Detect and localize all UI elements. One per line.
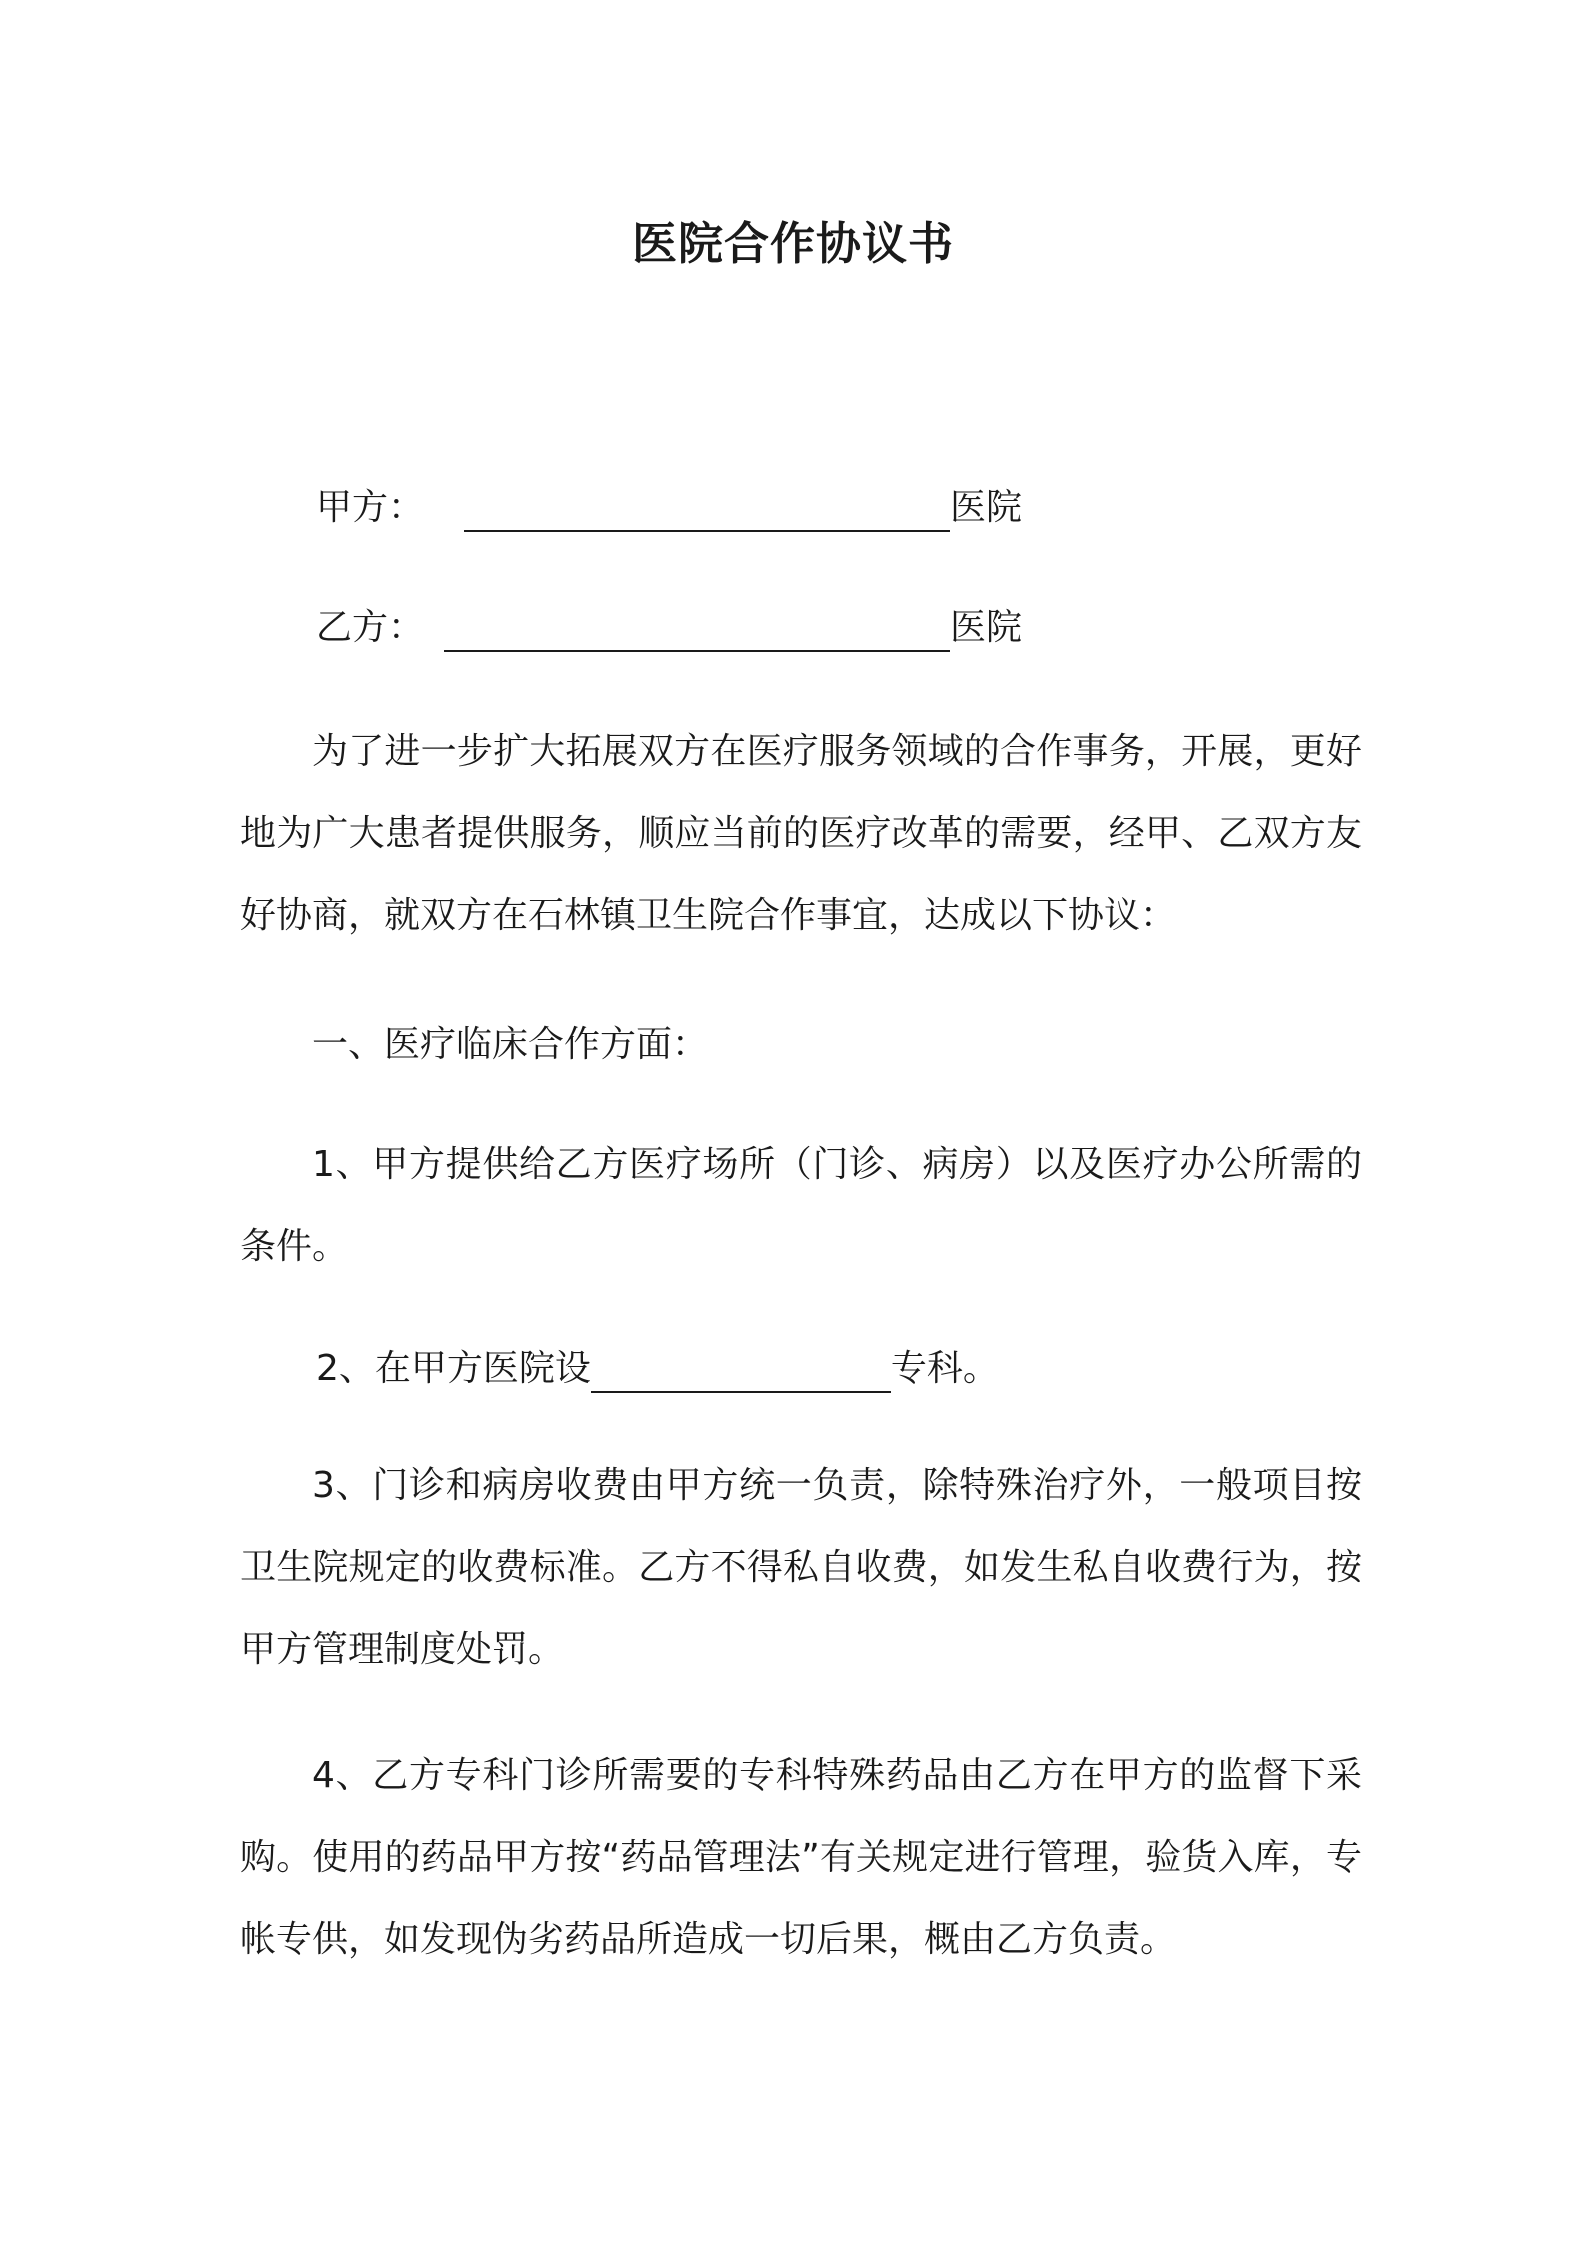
party-b-blank [444,610,950,652]
clause-1: 1、甲方提供给乙方医疗场所（门诊、病房）以及医疗办公所需的条件。 [240,1144,1362,1267]
clause-2-blank [591,1351,891,1393]
clause-2 [316,1345,999,1393]
party-b-suffix: 医院 [950,607,1023,648]
party-b-line [316,604,1022,652]
clause-2-prefix: 2、在甲方医院设 [316,1348,591,1389]
clause-3: 3、门诊和病房收费由甲方统一负责，除特殊治疗外，一般项目按卫生院规定的收费标准。乙方不得私自收费，如发生私自收费行为，按甲方管理制度处罚。 [240,1465,1362,1670]
intro-paragraph: 为了进一步扩大拓展双方在医疗服务领域的合作事务，开展，更好地为广大患者提供服务，顺应当前的医疗改革的需要，经甲、乙双方友好协商，就双方在石林镇卫生院合作事宜，达成以下协议： [240,731,1362,936]
party-a-line [316,484,1022,532]
party-a-blank [464,490,950,532]
party-a-label: 甲方： [316,487,425,528]
party-a-suffix: 医院 [950,487,1023,528]
clause-4: 4、乙方专科门诊所需要的专科特殊药品由乙方在甲方的监督下采购。使用的药品甲方按“药品管理法”有关规定进行管理，验货入库，专帐专供，如发现伪劣药品所造成一切后果，概由乙方负责。 [240,1755,1362,1960]
document-title: 医院合作协议书 [631,217,954,270]
clause-2-suffix: 专科。 [890,1348,999,1389]
section-1-heading: 一、医疗临床合作方面： [312,1024,709,1065]
party-b-label: 乙方： [316,607,425,648]
